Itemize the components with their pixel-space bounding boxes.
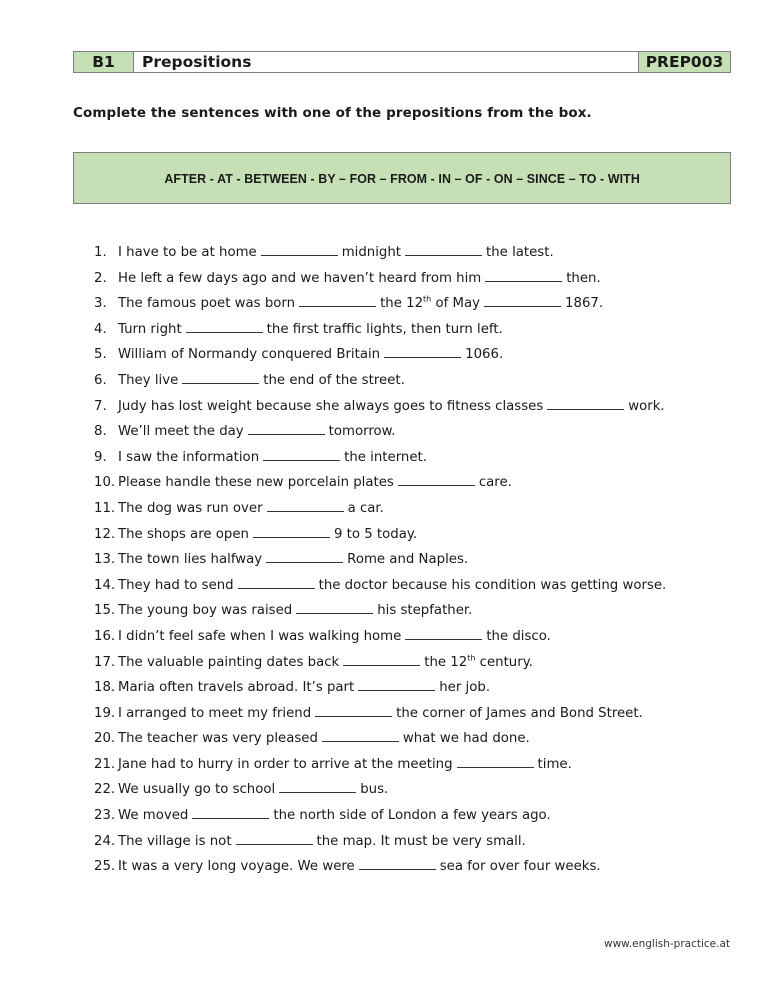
answer-blank[interactable]	[484, 294, 561, 307]
exercise-sentence: Please handle these new porcelain plates care.	[118, 475, 512, 491]
exercise-number: 6.	[94, 372, 107, 388]
answer-blank[interactable]	[263, 448, 340, 461]
exercise-sentence: They had to send the doctor because his condition was getting worse.	[118, 577, 667, 593]
word-box-text: AFTER - AT - BETWEEN - BY – FOR – FROM - IN – OF - ON – SINCE – TO - WITH	[164, 170, 640, 186]
answer-blank[interactable]	[547, 397, 624, 410]
exercise-number: 23.	[94, 808, 116, 824]
answer-blank[interactable]	[315, 704, 392, 717]
exercise-list	[94, 243, 666, 883]
answer-blank[interactable]	[266, 550, 343, 563]
level-badge: B1	[74, 52, 134, 72]
exercise-item	[94, 448, 666, 474]
answer-blank[interactable]	[186, 320, 263, 333]
answer-blank[interactable]	[358, 678, 435, 691]
exercise-item	[94, 269, 666, 295]
exercise-item	[94, 678, 666, 704]
exercise-number: 2.	[94, 270, 107, 286]
answer-blank[interactable]	[253, 525, 330, 538]
exercise-item	[94, 320, 666, 346]
answer-blank[interactable]	[296, 601, 373, 614]
answer-blank[interactable]	[261, 243, 338, 256]
answer-blank[interactable]	[457, 755, 534, 768]
exercise-number: 16.	[94, 628, 116, 644]
answer-blank[interactable]	[279, 780, 356, 793]
exercise-sentence: The dog was run over a car.	[118, 500, 384, 516]
exercise-number: 14.	[94, 577, 116, 593]
exercise-sentence: The shops are open 9 to 5 today.	[118, 526, 418, 542]
answer-blank[interactable]	[267, 499, 344, 512]
exercise-number: 5.	[94, 347, 107, 363]
answer-blank[interactable]	[384, 345, 461, 358]
exercise-sentence: We’ll meet the day tomorrow.	[118, 424, 396, 440]
worksheet-code: PREP003	[639, 52, 730, 72]
exercise-sentence: They live the end of the street.	[118, 372, 405, 388]
exercise-item	[94, 806, 666, 832]
answer-blank[interactable]	[343, 653, 420, 666]
exercise-sentence: We moved the north side of London a few years ago.	[118, 808, 551, 824]
answer-blank[interactable]	[299, 294, 376, 307]
exercise-item	[94, 601, 666, 627]
exercise-item	[94, 704, 666, 730]
exercise-sentence: It was a very long voyage. We were sea for over four weeks.	[118, 859, 601, 875]
exercise-number: 11.	[94, 500, 116, 516]
exercise-sentence: Turn right the first traffic lights, then turn left.	[118, 321, 503, 337]
exercise-item	[94, 780, 666, 806]
answer-blank[interactable]	[359, 857, 436, 870]
preposition-word-box	[73, 152, 731, 204]
exercise-number: 20.	[94, 731, 116, 747]
exercise-item	[94, 653, 666, 679]
exercise-number: 21.	[94, 756, 116, 772]
answer-blank[interactable]	[405, 243, 482, 256]
answer-blank[interactable]	[238, 576, 315, 589]
footer-url: www.english-practice.at	[603, 938, 730, 950]
exercise-item	[94, 832, 666, 858]
exercise-number: 22.	[94, 782, 116, 798]
instruction-text: Complete the sentences with one of the prepositions from the box.	[73, 105, 592, 121]
answer-blank[interactable]	[398, 473, 475, 486]
answer-blank[interactable]	[248, 422, 325, 435]
exercise-sentence: The village is not the map. It must be very small.	[118, 833, 526, 849]
answer-blank[interactable]	[192, 806, 269, 819]
answer-blank[interactable]	[182, 371, 259, 384]
exercise-item	[94, 857, 666, 883]
exercise-item	[94, 397, 666, 423]
exercise-sentence: The famous poet was born the 12th of May 1867.	[118, 294, 604, 312]
exercise-item	[94, 345, 666, 371]
answer-blank[interactable]	[322, 729, 399, 742]
exercise-sentence: Jane had to hurry in order to arrive at the meeting time.	[118, 756, 572, 772]
exercise-number: 17.	[94, 654, 116, 670]
exercise-sentence: I have to be at home midnight the latest.	[118, 245, 554, 260]
exercise-item	[94, 576, 666, 602]
exercise-sentence: I saw the information the internet.	[118, 449, 427, 465]
exercise-sentence: Maria often travels abroad. It’s part her job.	[118, 680, 491, 696]
exercise-sentence: The town lies halfway Rome and Naples.	[118, 552, 469, 568]
worksheet-title: Prepositions	[134, 52, 639, 72]
exercise-sentence: I didn’t feel safe when I was walking home the disco.	[118, 628, 551, 644]
exercise-item	[94, 243, 666, 269]
exercise-number: 12.	[94, 526, 116, 542]
exercise-sentence: Judy has lost weight because she always goes to fitness classes work.	[118, 398, 665, 414]
exercise-number: 24.	[94, 833, 116, 849]
answer-blank[interactable]	[485, 269, 562, 282]
exercise-number: 19.	[94, 705, 116, 721]
exercise-number: 7.	[94, 398, 107, 414]
exercise-sentence: The young boy was raised his stepfather.	[118, 603, 473, 619]
exercise-item	[94, 550, 666, 576]
ordinal-suffix: th	[467, 653, 476, 663]
worksheet-header	[73, 51, 731, 73]
exercise-number: 18.	[94, 680, 116, 696]
exercise-number: 10.	[94, 475, 116, 491]
answer-blank[interactable]	[236, 832, 313, 845]
exercise-item	[94, 499, 666, 525]
exercise-number: 13.	[94, 552, 116, 568]
exercise-item	[94, 729, 666, 755]
exercise-item	[94, 294, 666, 320]
exercise-sentence: He left a few days ago and we haven’t heard from him then.	[118, 270, 601, 286]
exercise-number: 9.	[94, 449, 107, 465]
exercise-item	[94, 422, 666, 448]
exercise-sentence: The valuable painting dates back the 12th century.	[118, 653, 533, 670]
exercise-number: 8.	[94, 424, 107, 440]
answer-blank[interactable]	[405, 627, 482, 640]
exercise-item	[94, 755, 666, 781]
exercise-item	[94, 627, 666, 653]
exercise-item	[94, 371, 666, 397]
exercise-sentence: I arranged to meet my friend the corner of James and Bond Street.	[118, 705, 643, 721]
ordinal-suffix: th	[423, 294, 432, 304]
exercise-number: 3.	[94, 296, 107, 312]
exercise-item	[94, 525, 666, 551]
exercise-sentence: William of Normandy conquered Britain 1066.	[118, 347, 504, 363]
exercise-sentence: The teacher was very pleased what we had done.	[118, 731, 530, 747]
exercise-number: 4.	[94, 321, 107, 337]
exercise-number: 15.	[94, 603, 116, 619]
exercise-number: 25.	[94, 859, 116, 875]
exercise-number: 1.	[94, 245, 107, 260]
exercise-sentence: We usually go to school bus.	[118, 782, 389, 798]
exercise-item	[94, 473, 666, 499]
